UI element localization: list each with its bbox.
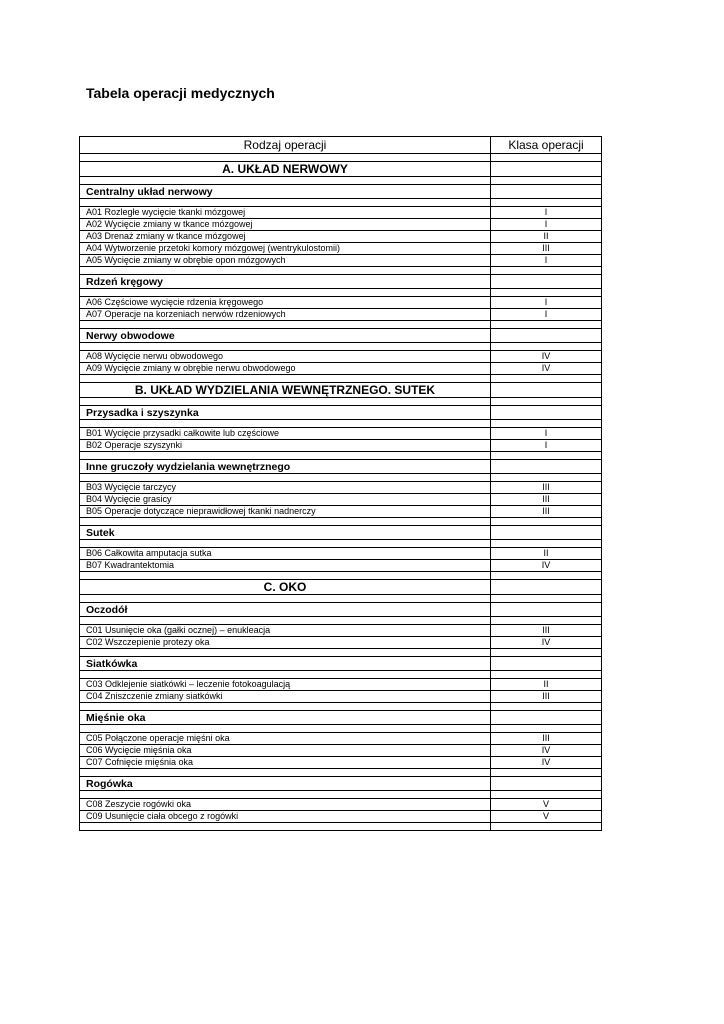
operation-row bbox=[80, 351, 602, 363]
operation-row-name: A01 Rozległe wycięcie tkanki mózgowej bbox=[80, 207, 491, 219]
operation-row bbox=[80, 309, 602, 321]
spacer-row bbox=[80, 199, 602, 207]
operation-row-class: I bbox=[491, 297, 602, 309]
spacer-row bbox=[80, 343, 602, 351]
operation-row-name: C03 Odklejenie siatkówki – leczenie fotokoagulacją bbox=[80, 679, 491, 691]
group-heading-row-name: Siatkówka bbox=[80, 657, 491, 671]
spacer-row bbox=[80, 321, 602, 329]
spacer-row bbox=[80, 572, 602, 580]
group-heading-row bbox=[80, 603, 602, 617]
operation-row-class: II bbox=[491, 679, 602, 691]
group-heading-row bbox=[80, 329, 602, 343]
spacer-row bbox=[80, 595, 602, 603]
operation-row-class: V bbox=[491, 799, 602, 811]
group-heading-row bbox=[80, 460, 602, 474]
group-heading-row-class bbox=[491, 185, 602, 199]
operation-row-name: C01 Usunięcie oka (gałki ocznej) – enukleacja bbox=[80, 625, 491, 637]
operation-row-class: III bbox=[491, 243, 602, 255]
operation-row bbox=[80, 625, 602, 637]
spacer-row bbox=[80, 540, 602, 548]
operations-table bbox=[79, 136, 602, 831]
operation-row-name: B07 Kwadrantektomia bbox=[80, 560, 491, 572]
operation-row-name: B02 Operacje szyszynki bbox=[80, 440, 491, 452]
operation-row bbox=[80, 757, 602, 769]
group-heading-row-name: Mięśnie oka bbox=[80, 711, 491, 725]
group-heading-row-name: Sutek bbox=[80, 526, 491, 540]
spacer-row bbox=[80, 154, 602, 162]
group-heading-row-name: Oczodół bbox=[80, 603, 491, 617]
operation-row-class: I bbox=[491, 219, 602, 231]
operation-row-name: B05 Operacje dotyczące nieprawidłowej tkanki nadnerczy bbox=[80, 506, 491, 518]
operation-row-name: C07 Cofnięcie mięśnia oka bbox=[80, 757, 491, 769]
operation-row-name: B03 Wycięcie tarczycy bbox=[80, 482, 491, 494]
operation-row bbox=[80, 297, 602, 309]
operation-row-name: C04 Zniszczenie zmiany siatkówki bbox=[80, 691, 491, 703]
operation-row bbox=[80, 494, 602, 506]
operation-row-class: I bbox=[491, 255, 602, 267]
operation-row-name: A05 Wycięcie zmiany w obrębie opon mózgowych bbox=[80, 255, 491, 267]
group-heading-row bbox=[80, 526, 602, 540]
spacer-row bbox=[80, 267, 602, 275]
operation-row-name: B01 Wycięcie przysadki całkowite lub częściowe bbox=[80, 428, 491, 440]
group-heading-row-class bbox=[491, 711, 602, 725]
spacer-row bbox=[80, 791, 602, 799]
group-heading-row bbox=[80, 275, 602, 289]
operation-row bbox=[80, 255, 602, 267]
table-body bbox=[80, 154, 602, 831]
operation-row-name: A07 Operacje na korzeniach nerwów rdzeniowych bbox=[80, 309, 491, 321]
operation-row bbox=[80, 560, 602, 572]
section-heading-row-class bbox=[491, 162, 602, 177]
operation-row bbox=[80, 745, 602, 757]
operation-row bbox=[80, 506, 602, 518]
operation-row bbox=[80, 482, 602, 494]
operation-row-name: A02 Wycięcie zmiany w tkance mózgowej bbox=[80, 219, 491, 231]
operation-row bbox=[80, 548, 602, 560]
group-heading-row-class bbox=[491, 777, 602, 791]
operation-row bbox=[80, 363, 602, 375]
operation-row-class: III bbox=[491, 691, 602, 703]
spacer-row bbox=[80, 725, 602, 733]
group-heading-row-name: Inne gruczoły wydzielania wewnętrznego bbox=[80, 460, 491, 474]
operation-row-class: I bbox=[491, 207, 602, 219]
operation-row bbox=[80, 207, 602, 219]
spacer-row bbox=[80, 452, 602, 460]
spacer-row bbox=[80, 703, 602, 711]
operation-row-name: C06 Wycięcie mięśnia oka bbox=[80, 745, 491, 757]
operation-row bbox=[80, 440, 602, 452]
section-heading-row bbox=[80, 580, 602, 595]
operation-row-class: IV bbox=[491, 363, 602, 375]
operation-row-class: IV bbox=[491, 637, 602, 649]
section-heading-row-name: C. OKO bbox=[80, 580, 491, 595]
operation-row-class: II bbox=[491, 231, 602, 243]
spacer-row bbox=[80, 375, 602, 383]
header-operation-type: Rodzaj operacji bbox=[80, 137, 491, 154]
operation-row-class: IV bbox=[491, 560, 602, 572]
section-heading-row-class bbox=[491, 580, 602, 595]
operation-row-class: I bbox=[491, 309, 602, 321]
operation-row-name: A09 Wycięcie zmiany w obrębie nerwu obwodowego bbox=[80, 363, 491, 375]
operation-row-name: B04 Wycięcie grasicy bbox=[80, 494, 491, 506]
operation-row-name: C02 Wszczepienie protezy oka bbox=[80, 637, 491, 649]
group-heading-row-name: Centralny układ nerwowy bbox=[80, 185, 491, 199]
group-heading-row-class bbox=[491, 657, 602, 671]
group-heading-row bbox=[80, 777, 602, 791]
group-heading-row-name: Rdzeń kręgowy bbox=[80, 275, 491, 289]
section-heading-row bbox=[80, 162, 602, 177]
operation-row-class: IV bbox=[491, 757, 602, 769]
operation-row bbox=[80, 679, 602, 691]
operation-row-name: C08 Zeszycie rogówki oka bbox=[80, 799, 491, 811]
header-operation-class: Klasa operacji bbox=[491, 137, 602, 154]
operation-row bbox=[80, 637, 602, 649]
section-heading-row-name: B. UKŁAD WYDZIELANIA WEWNĘTRZNEGO. SUTEK bbox=[80, 383, 491, 398]
operation-row-name: C09 Usunięcie ciała obcego z rogówki bbox=[80, 811, 491, 823]
group-heading-row bbox=[80, 657, 602, 671]
operation-row bbox=[80, 799, 602, 811]
spacer-row bbox=[80, 289, 602, 297]
operation-row-class: III bbox=[491, 494, 602, 506]
group-heading-row-name: Nerwy obwodowe bbox=[80, 329, 491, 343]
operation-row-name: A08 Wycięcie nerwu obwodowego bbox=[80, 351, 491, 363]
spacer-row bbox=[80, 769, 602, 777]
operation-row-name: A03 Drenaż zmiany w tkance mózgowej bbox=[80, 231, 491, 243]
operation-row bbox=[80, 733, 602, 745]
operation-row-class: IV bbox=[491, 745, 602, 757]
operation-row-class: I bbox=[491, 440, 602, 452]
operation-row bbox=[80, 219, 602, 231]
operation-row bbox=[80, 243, 602, 255]
operation-row-name: B06 Całkowita amputacja sutka bbox=[80, 548, 491, 560]
spacer-row bbox=[80, 177, 602, 185]
group-heading-row-class bbox=[491, 406, 602, 420]
group-heading-row bbox=[80, 711, 602, 725]
spacer-row bbox=[80, 398, 602, 406]
section-heading-row-class bbox=[491, 383, 602, 398]
spacer-row bbox=[80, 649, 602, 657]
operation-row bbox=[80, 691, 602, 703]
operation-row bbox=[80, 231, 602, 243]
operation-row-class: III bbox=[491, 733, 602, 745]
operation-row-class: II bbox=[491, 548, 602, 560]
group-heading-row-class bbox=[491, 275, 602, 289]
spacer-row bbox=[80, 671, 602, 679]
operation-row-class: I bbox=[491, 428, 602, 440]
operation-row bbox=[80, 428, 602, 440]
operation-row-name: A04 Wytworzenie przetoki komory mózgowej (wentrykulostomii) bbox=[80, 243, 491, 255]
operation-row-name: C05 Połączone operacje mięśni oka bbox=[80, 733, 491, 745]
group-heading-row-class bbox=[491, 603, 602, 617]
spacer-row bbox=[80, 617, 602, 625]
page-title: Tabela operacji medycznych bbox=[86, 85, 275, 101]
group-heading-row-name: Przysadka i szyszynka bbox=[80, 406, 491, 420]
group-heading-row bbox=[80, 406, 602, 420]
group-heading-row-class bbox=[491, 329, 602, 343]
operation-row-class: III bbox=[491, 482, 602, 494]
spacer-row bbox=[80, 518, 602, 526]
operation-row bbox=[80, 811, 602, 823]
section-heading-row bbox=[80, 383, 602, 398]
section-heading-row-name: A. UKŁAD NERWOWY bbox=[80, 162, 491, 177]
spacer-row bbox=[80, 823, 602, 831]
operation-row-class: III bbox=[491, 625, 602, 637]
operation-row-class: IV bbox=[491, 351, 602, 363]
group-heading-row-name: Rogówka bbox=[80, 777, 491, 791]
table-header-row bbox=[80, 137, 602, 154]
spacer-row bbox=[80, 420, 602, 428]
spacer-row bbox=[80, 474, 602, 482]
operation-row-class: III bbox=[491, 506, 602, 518]
group-heading-row-class bbox=[491, 526, 602, 540]
group-heading-row bbox=[80, 185, 602, 199]
group-heading-row-class bbox=[491, 460, 602, 474]
operation-row-name: A06 Częściowe wycięcie rdzenia kręgowego bbox=[80, 297, 491, 309]
operation-row-class: V bbox=[491, 811, 602, 823]
